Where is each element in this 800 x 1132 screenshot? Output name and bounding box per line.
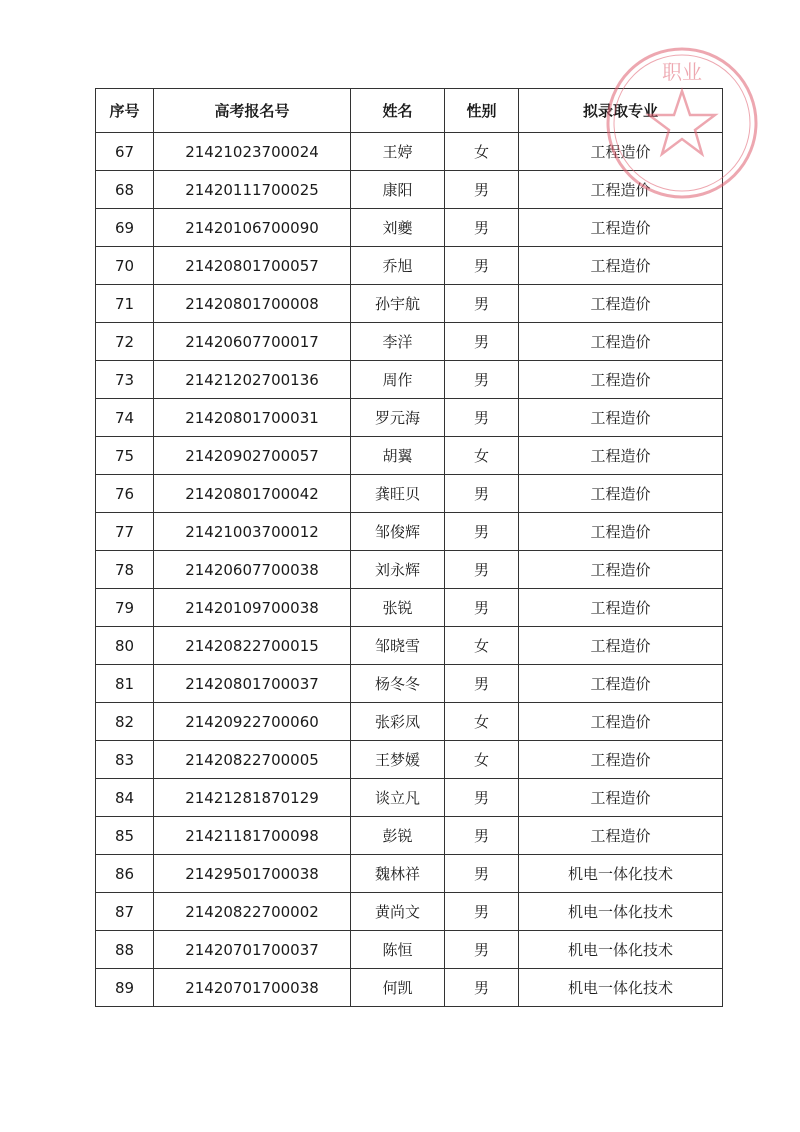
gender-cell: 男 — [445, 589, 519, 627]
table-row — [96, 171, 723, 209]
exam-registration-no-cell: 21420822700002 — [154, 893, 351, 931]
serial-no-cell: 88 — [96, 931, 154, 969]
table-row — [96, 361, 723, 399]
name-cell: 李洋 — [351, 323, 445, 361]
table-row — [96, 475, 723, 513]
admitted-major-cell: 工程造价 — [519, 665, 723, 703]
table-row — [96, 741, 723, 779]
serial-no-cell: 78 — [96, 551, 154, 589]
exam-registration-no-cell: 21420801700008 — [154, 285, 351, 323]
exam-registration-no-cell: 21421181700098 — [154, 817, 351, 855]
exam-registration-no-cell: 21420801700037 — [154, 665, 351, 703]
serial-no-cell: 84 — [96, 779, 154, 817]
name-cell: 彭锐 — [351, 817, 445, 855]
admitted-major-cell: 机电一体化技术 — [519, 969, 723, 1007]
gender-cell: 女 — [445, 437, 519, 475]
name-cell: 王梦媛 — [351, 741, 445, 779]
table-row — [96, 817, 723, 855]
gender-cell: 男 — [445, 285, 519, 323]
gender-cell: 男 — [445, 969, 519, 1007]
admitted-major-cell: 工程造价 — [519, 437, 723, 475]
header-serial-no: 序号 — [96, 89, 154, 133]
admitted-major-cell: 工程造价 — [519, 171, 723, 209]
gender-cell: 男 — [445, 399, 519, 437]
serial-no-cell: 85 — [96, 817, 154, 855]
exam-registration-no-cell: 21420801700031 — [154, 399, 351, 437]
serial-no-cell: 67 — [96, 133, 154, 171]
exam-registration-no-cell: 21421202700136 — [154, 361, 351, 399]
gender-cell: 男 — [445, 323, 519, 361]
table-row — [96, 323, 723, 361]
gender-cell: 男 — [445, 931, 519, 969]
admitted-major-cell: 工程造价 — [519, 247, 723, 285]
exam-registration-no-cell: 21420106700090 — [154, 209, 351, 247]
serial-no-cell: 81 — [96, 665, 154, 703]
name-cell: 张彩凤 — [351, 703, 445, 741]
exam-registration-no-cell: 21421023700024 — [154, 133, 351, 171]
gender-cell: 男 — [445, 817, 519, 855]
admission-table — [95, 88, 723, 1007]
header-gender: 性别 — [445, 89, 519, 133]
serial-no-cell: 79 — [96, 589, 154, 627]
name-cell: 胡翼 — [351, 437, 445, 475]
admitted-major-cell: 工程造价 — [519, 361, 723, 399]
name-cell: 乔旭 — [351, 247, 445, 285]
name-cell: 刘夔 — [351, 209, 445, 247]
serial-no-cell: 73 — [96, 361, 154, 399]
gender-cell: 男 — [445, 893, 519, 931]
serial-no-cell: 74 — [96, 399, 154, 437]
serial-no-cell: 70 — [96, 247, 154, 285]
table-row — [96, 513, 723, 551]
serial-no-cell: 80 — [96, 627, 154, 665]
admitted-major-cell: 工程造价 — [519, 399, 723, 437]
exam-registration-no-cell: 21420822700015 — [154, 627, 351, 665]
exam-registration-no-cell: 21420701700038 — [154, 969, 351, 1007]
exam-registration-no-cell: 21420111700025 — [154, 171, 351, 209]
header-exam-registration-no: 高考报名号 — [154, 89, 351, 133]
gender-cell: 男 — [445, 247, 519, 285]
table-row — [96, 551, 723, 589]
table-row — [96, 703, 723, 741]
table-row — [96, 437, 723, 475]
name-cell: 杨冬冬 — [351, 665, 445, 703]
admitted-major-cell: 机电一体化技术 — [519, 855, 723, 893]
exam-registration-no-cell: 21420902700057 — [154, 437, 351, 475]
name-cell: 罗元海 — [351, 399, 445, 437]
admitted-major-cell: 工程造价 — [519, 551, 723, 589]
table-row — [96, 779, 723, 817]
exam-registration-no-cell: 21420607700038 — [154, 551, 351, 589]
exam-registration-no-cell: 21429501700038 — [154, 855, 351, 893]
serial-no-cell: 87 — [96, 893, 154, 931]
admitted-major-cell: 工程造价 — [519, 779, 723, 817]
gender-cell: 男 — [445, 361, 519, 399]
name-cell: 何凯 — [351, 969, 445, 1007]
serial-no-cell: 83 — [96, 741, 154, 779]
table-header-row — [96, 89, 723, 133]
name-cell: 王婷 — [351, 133, 445, 171]
serial-no-cell: 71 — [96, 285, 154, 323]
gender-cell: 男 — [445, 209, 519, 247]
serial-no-cell: 86 — [96, 855, 154, 893]
serial-no-cell: 76 — [96, 475, 154, 513]
admitted-major-cell: 机电一体化技术 — [519, 931, 723, 969]
name-cell: 张锐 — [351, 589, 445, 627]
exam-registration-no-cell: 21421003700012 — [154, 513, 351, 551]
gender-cell: 男 — [445, 513, 519, 551]
table-row — [96, 893, 723, 931]
name-cell: 康阳 — [351, 171, 445, 209]
name-cell: 黄尚文 — [351, 893, 445, 931]
exam-registration-no-cell: 21420701700037 — [154, 931, 351, 969]
header-name: 姓名 — [351, 89, 445, 133]
table-row — [96, 589, 723, 627]
name-cell: 魏林祥 — [351, 855, 445, 893]
admitted-major-cell: 工程造价 — [519, 589, 723, 627]
serial-no-cell: 82 — [96, 703, 154, 741]
table-row — [96, 969, 723, 1007]
admitted-major-cell: 工程造价 — [519, 475, 723, 513]
gender-cell: 男 — [445, 665, 519, 703]
exam-registration-no-cell: 21420822700005 — [154, 741, 351, 779]
admitted-major-cell: 工程造价 — [519, 133, 723, 171]
admitted-major-cell: 工程造价 — [519, 285, 723, 323]
gender-cell: 男 — [445, 551, 519, 589]
table-row — [96, 209, 723, 247]
admitted-major-cell: 机电一体化技术 — [519, 893, 723, 931]
table-row — [96, 931, 723, 969]
name-cell: 邹晓雪 — [351, 627, 445, 665]
exam-registration-no-cell: 21421281870129 — [154, 779, 351, 817]
table-row — [96, 855, 723, 893]
gender-cell: 男 — [445, 855, 519, 893]
seal-text: 职业 — [662, 60, 702, 84]
admitted-major-cell: 工程造价 — [519, 627, 723, 665]
table-row — [96, 285, 723, 323]
table-row — [96, 665, 723, 703]
table-row — [96, 627, 723, 665]
admitted-major-cell: 工程造价 — [519, 209, 723, 247]
name-cell: 周作 — [351, 361, 445, 399]
exam-registration-no-cell: 21420801700042 — [154, 475, 351, 513]
name-cell: 谈立凡 — [351, 779, 445, 817]
admitted-major-cell: 工程造价 — [519, 513, 723, 551]
gender-cell: 女 — [445, 741, 519, 779]
admitted-major-cell: 工程造价 — [519, 703, 723, 741]
gender-cell: 男 — [445, 171, 519, 209]
table-row — [96, 133, 723, 171]
gender-cell: 女 — [445, 627, 519, 665]
name-cell: 陈恒 — [351, 931, 445, 969]
admitted-major-cell: 工程造价 — [519, 741, 723, 779]
gender-cell: 女 — [445, 133, 519, 171]
serial-no-cell: 75 — [96, 437, 154, 475]
serial-no-cell: 72 — [96, 323, 154, 361]
gender-cell: 女 — [445, 703, 519, 741]
table-body — [96, 133, 723, 1007]
exam-registration-no-cell: 21420801700057 — [154, 247, 351, 285]
serial-no-cell: 69 — [96, 209, 154, 247]
header-admitted-major: 拟录取专业 — [519, 89, 723, 133]
serial-no-cell: 89 — [96, 969, 154, 1007]
serial-no-cell: 68 — [96, 171, 154, 209]
admitted-major-cell: 工程造价 — [519, 817, 723, 855]
table-row — [96, 399, 723, 437]
admitted-major-cell: 工程造价 — [519, 323, 723, 361]
name-cell: 龚旺贝 — [351, 475, 445, 513]
name-cell: 邹俊辉 — [351, 513, 445, 551]
exam-registration-no-cell: 21420109700038 — [154, 589, 351, 627]
name-cell: 孙宇航 — [351, 285, 445, 323]
exam-registration-no-cell: 21420607700017 — [154, 323, 351, 361]
gender-cell: 男 — [445, 475, 519, 513]
name-cell: 刘永辉 — [351, 551, 445, 589]
gender-cell: 男 — [445, 779, 519, 817]
serial-no-cell: 77 — [96, 513, 154, 551]
table-row — [96, 247, 723, 285]
exam-registration-no-cell: 21420922700060 — [154, 703, 351, 741]
